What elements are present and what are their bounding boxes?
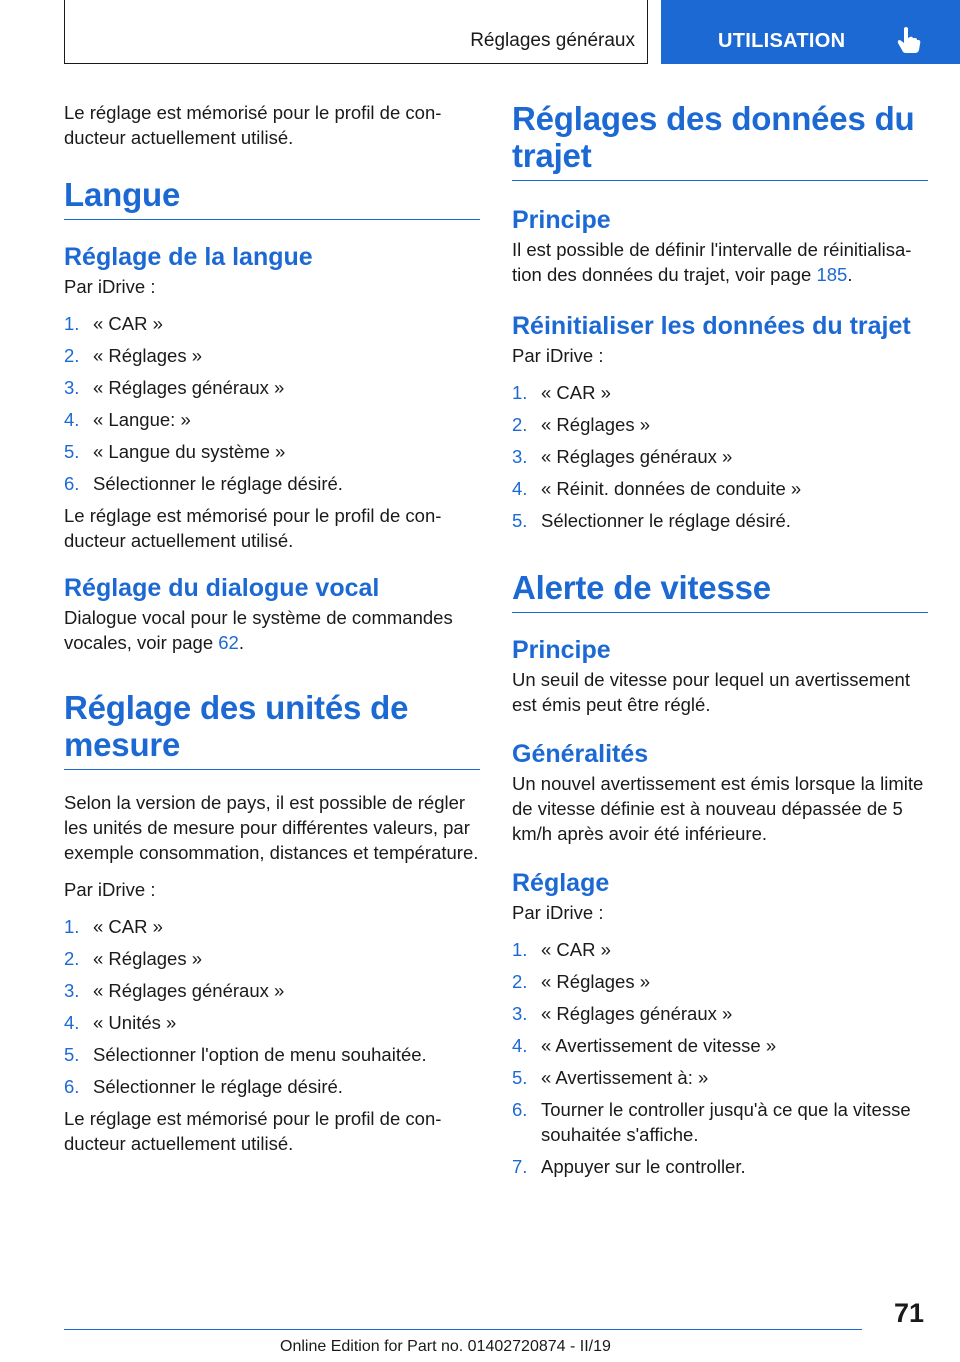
principe-vitesse-text: Un seuil de vitesse pour lequel un avertissement est émis peut être réglé. [512,669,910,715]
note-langue: Le réglage est mémorisé pour le profil de conducteur actuellement utilisé. [64,505,442,551]
list-item: 5. Sélectionner l'option de menu souhaitée. [64,1044,427,1065]
list-item: 5. « Avertissement à: » [512,1067,709,1088]
list-item: 7. Appuyer sur le controller. [512,1156,746,1177]
list-item: 3. « Réglages généraux » [512,446,733,467]
steps-reinit [512,380,928,533]
header-section-label: UTILISATION [718,30,846,52]
steps-vitesse [512,937,928,1179]
list-item: 4. « Langue: » [64,409,191,430]
heading-dialogue-vocal: Réglage du dialogue vocal [64,574,380,602]
page-number: 71 [893,1298,924,1328]
list-item: 6. Tourner le controller jusqu'à ce que la vitesse souhaitée s'affiche. [512,1099,911,1145]
list-item: 6. Sélectionner le réglage désiré. [64,473,343,494]
list-item: 5. « Langue du système » [64,441,286,462]
list-item: 1. « CAR » [64,916,163,937]
list-item: 6. Sélectionner le réglage désiré. [64,1076,343,1097]
list-item: 2. « Réglages » [512,971,651,992]
note-unites: Le réglage est mémorisé pour le profil de conducteur actuellement utilisé. [64,1108,442,1154]
right-column [512,100,928,1186]
heading-alerte-vitesse: Alerte de vitesse [512,569,928,613]
pointing-hand-icon [895,26,921,54]
idrive-lead: Par iDrive : [512,345,604,366]
page-ref-link[interactable]: 185 [816,264,848,285]
idrive-lead: Par iDrive : [512,902,604,923]
heading-reglage-langue: Réglage de la langue [64,243,313,271]
heading-unites: Réglage des unités de mesure [64,689,480,770]
idrive-lead: Par iDrive : [64,879,156,900]
principe-trajet-text: Il est possible de définir l'intervalle de réinitialisation des données du trajet, voir page 185. [512,239,912,285]
header-title-box [64,0,648,64]
header-section-tab [661,0,960,64]
heading-principe-trajet: Principe [512,206,611,234]
dialogue-vocal-text: Dialogue vocal pour le système de commandes vocales, voir page 62. [64,607,453,653]
intro-note: Le réglage est mémorisé pour le profil de conducteur actuellement utilisé. [64,102,442,148]
steps-unites [64,914,480,1099]
list-item: 5. Sélectionner le réglage désiré. [512,510,791,531]
heading-reglage-vitesse: Réglage [512,869,610,897]
page-ref-link[interactable]: 62 [218,632,239,653]
generalites-text: Un nouvel avertissement est émis lorsque la limite de vitesse définie est à nouveau dépassée de 5 km/h après avoir été inférieure. [512,773,924,844]
steps-langue [64,311,480,496]
list-item: 4. « Réinit. données de conduite » [512,478,802,499]
footer-edition: Online Edition for Part no. 01402720874 - II/19 [280,1338,611,1355]
header-title: Réglages généraux [470,30,635,51]
list-item: 3. « Réglages généraux » [512,1003,733,1024]
list-item: 3. « Réglages généraux » [64,377,285,398]
heading-principe-vitesse: Principe [512,636,611,664]
list-item: 4. « Unités » [64,1012,177,1033]
footer-divider [64,1329,862,1330]
list-item: 1. « CAR » [512,939,611,960]
list-item: 2. « Réglages » [64,345,203,366]
list-item: 1. « CAR » [64,313,163,334]
list-item: 2. « Réglages » [512,414,651,435]
heading-reinit-trajet: Réinitialiser les données du trajet [512,312,911,340]
list-item: 2. « Réglages » [64,948,203,969]
heading-langue: Langue [64,176,480,220]
list-item: 4. « Avertissement de vitesse » [512,1035,777,1056]
unites-intro: Selon la version de pays, il est possible de régler les unités de mesure pour différentes valeurs, par exemple consommation, distances et température. [64,792,479,863]
idrive-lead: Par iDrive : [64,276,156,297]
heading-donnees-trajet: Réglages des données du trajet [512,100,928,181]
left-column [64,100,480,1168]
heading-generalites: Généralités [512,740,649,768]
list-item: 3. « Réglages généraux » [64,980,285,1001]
list-item: 1. « CAR » [512,382,611,403]
